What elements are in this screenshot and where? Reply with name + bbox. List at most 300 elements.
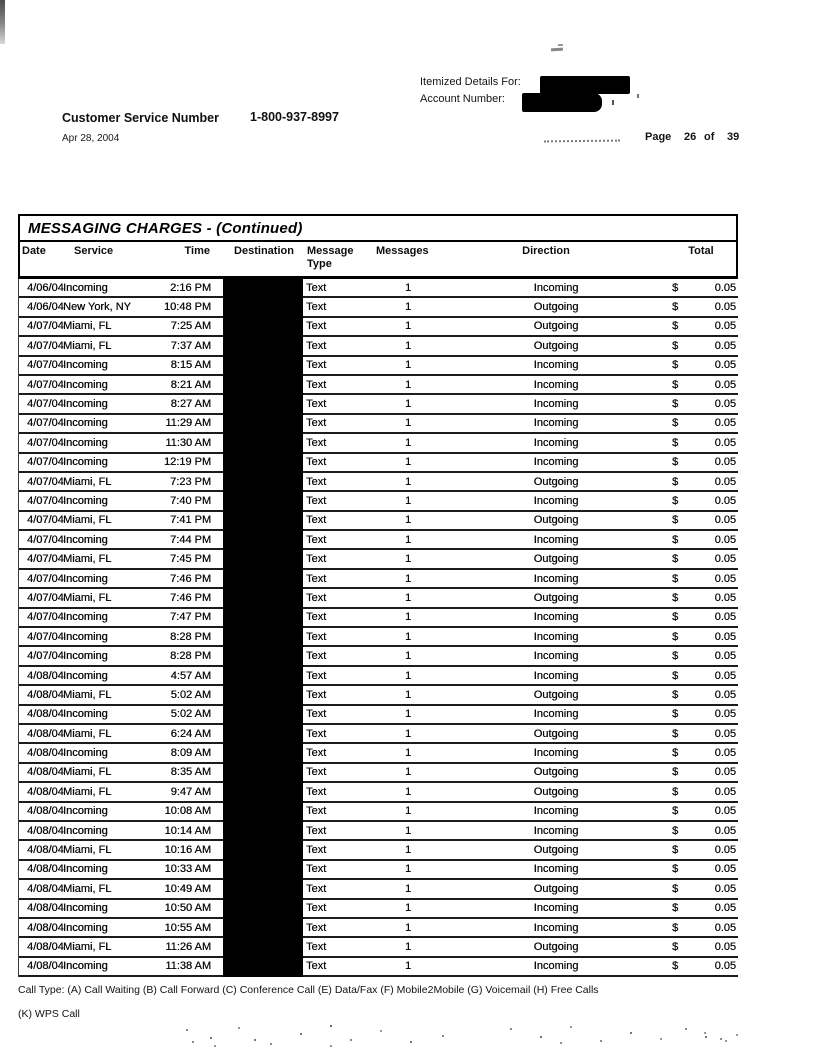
table-row: [19, 589, 738, 608]
table-row: [19, 376, 738, 395]
col-header-time: Time: [184, 245, 210, 257]
cell-date: 4/07/04: [27, 553, 64, 566]
table-row: [19, 298, 738, 317]
cell-date: 4/08/04: [27, 863, 64, 876]
table-row: [19, 279, 738, 298]
cell-direction: Incoming: [533, 669, 579, 682]
cell-message-type: Text: [306, 553, 327, 566]
cell-currency: $: [671, 669, 679, 682]
cell-service: Incoming: [63, 708, 108, 721]
cell-message-type: Text: [306, 863, 327, 876]
table-row: [19, 454, 738, 473]
cell-service: Miami, FL: [63, 688, 112, 701]
cell-time: 10:48 PM: [163, 301, 211, 314]
cell-message-type: Text: [306, 747, 327, 760]
cell-total: 0.05: [714, 766, 736, 779]
cell-messages: 1: [405, 611, 412, 624]
cell-service: Miami, FL: [63, 553, 112, 566]
cell-total: 0.05: [714, 708, 736, 721]
cell-time: 10:50 AM: [164, 902, 211, 915]
cell-message-type: Text: [306, 398, 327, 411]
cell-date: 4/07/04: [27, 650, 64, 663]
cell-service: Incoming: [63, 281, 108, 294]
cell-messages: 1: [405, 417, 412, 430]
scan-noise: [500, 1022, 502, 1024]
page-label: Page: [645, 131, 672, 143]
cell-messages: 1: [405, 747, 412, 760]
cell-date: 4/08/04: [27, 805, 64, 818]
cell-message-type: Text: [306, 902, 327, 915]
cell-date: 4/08/04: [27, 824, 64, 837]
cell-service: Incoming: [63, 824, 108, 837]
cell-currency: $: [671, 494, 679, 507]
cell-messages: 1: [405, 630, 412, 643]
table-row: [19, 512, 738, 531]
cell-currency: $: [671, 301, 679, 314]
cell-direction: Incoming: [533, 281, 579, 294]
cell-messages: 1: [405, 281, 412, 294]
cell-total: 0.05: [714, 902, 736, 915]
table-row: [19, 357, 738, 376]
cell-time: 9:47 AM: [170, 785, 211, 798]
cell-service: Incoming: [63, 669, 108, 682]
cell-message-type: Text: [306, 669, 327, 682]
cell-date: 4/08/04: [27, 960, 64, 973]
table-row: [19, 434, 738, 453]
cell-date: 4/07/04: [27, 320, 64, 333]
col-header-message-type: Message Type: [307, 245, 354, 270]
cell-time: 8:15 AM: [170, 359, 211, 372]
cell-messages: 1: [405, 902, 412, 915]
cell-messages: 1: [405, 591, 412, 604]
col-header-messages: Messages: [376, 245, 429, 257]
cell-messages: 1: [405, 320, 412, 333]
cell-direction: Incoming: [533, 863, 579, 876]
cell-messages: 1: [405, 553, 412, 566]
table-row: [19, 318, 738, 337]
cell-direction: Outgoing: [533, 882, 579, 895]
cell-direction: Incoming: [533, 611, 579, 624]
cell-messages: 1: [405, 398, 412, 411]
cell-date: 4/08/04: [27, 766, 64, 779]
cell-date: 4/08/04: [27, 921, 64, 934]
cell-messages: 1: [405, 766, 412, 779]
cell-currency: $: [671, 902, 679, 915]
cell-direction: Incoming: [533, 747, 579, 760]
cell-date: 4/06/04: [27, 301, 64, 314]
page-total: 39: [727, 131, 740, 143]
table-row: [19, 570, 738, 589]
cell-direction: Incoming: [533, 650, 579, 663]
table-row: [19, 337, 738, 356]
itemized-details-label: Itemized Details For:: [420, 76, 521, 88]
cell-service: Incoming: [63, 417, 108, 430]
cell-date: 4/08/04: [27, 727, 64, 740]
cell-currency: $: [671, 727, 679, 740]
cell-total: 0.05: [714, 281, 736, 294]
cell-currency: $: [671, 882, 679, 895]
cell-time: 8:28 PM: [170, 650, 211, 663]
cell-currency: $: [671, 591, 679, 604]
cell-currency: $: [671, 417, 679, 430]
cell-time: 2:16 PM: [170, 281, 211, 294]
table-row: [19, 492, 738, 511]
cell-date: 4/08/04: [27, 902, 64, 915]
cell-total: 0.05: [714, 785, 736, 798]
cell-message-type: Text: [306, 417, 327, 430]
cell-currency: $: [671, 398, 679, 411]
cell-message-type: Text: [306, 940, 327, 953]
table-row: [19, 841, 738, 860]
table-row: [19, 725, 738, 744]
cell-message-type: Text: [306, 572, 327, 585]
cell-date: 4/08/04: [27, 882, 64, 895]
cell-total: 0.05: [714, 727, 736, 740]
cell-direction: Outgoing: [533, 514, 579, 527]
cell-total: 0.05: [714, 805, 736, 818]
cell-direction: Outgoing: [533, 553, 579, 566]
cell-message-type: Text: [306, 359, 327, 372]
table-row: [19, 609, 738, 628]
cell-time: 12:19 PM: [163, 456, 211, 469]
cell-direction: Incoming: [533, 824, 579, 837]
cell-currency: $: [671, 339, 679, 352]
cell-message-type: Text: [306, 533, 327, 546]
cell-message-type: Text: [306, 456, 327, 469]
cell-currency: $: [671, 688, 679, 701]
table-row: [19, 686, 738, 705]
cell-time: 8:27 AM: [170, 398, 211, 411]
cell-service: Miami, FL: [63, 591, 112, 604]
cell-currency: $: [671, 766, 679, 779]
cell-total: 0.05: [714, 436, 736, 449]
cell-service: Incoming: [63, 863, 108, 876]
cell-service: Miami, FL: [63, 882, 112, 895]
cell-time: 10:08 AM: [164, 805, 211, 818]
cell-time: 7:44 PM: [170, 533, 211, 546]
cell-direction: Outgoing: [533, 844, 579, 857]
cell-date: 4/07/04: [27, 398, 64, 411]
cell-time: 7:46 PM: [170, 572, 211, 585]
cell-total: 0.05: [714, 475, 736, 488]
cell-direction: Incoming: [533, 378, 579, 391]
cell-messages: 1: [405, 940, 412, 953]
cell-total: 0.05: [714, 960, 736, 973]
cell-direction: Incoming: [533, 902, 579, 915]
cell-total: 0.05: [714, 591, 736, 604]
table-row: [19, 647, 738, 666]
cell-direction: Outgoing: [533, 475, 579, 488]
cell-direction: Incoming: [533, 436, 579, 449]
cell-service: Miami, FL: [63, 727, 112, 740]
cell-service: Incoming: [63, 902, 108, 915]
page-number: 26: [684, 131, 697, 143]
cell-message-type: Text: [306, 727, 327, 740]
cell-time: 5:02 AM: [170, 708, 211, 721]
cell-direction: Outgoing: [533, 339, 579, 352]
cell-message-type: Text: [306, 766, 327, 779]
scan-artifact: [612, 100, 614, 105]
cell-direction: Incoming: [533, 417, 579, 430]
cell-message-type: Text: [306, 320, 327, 333]
cell-service: Incoming: [63, 921, 108, 934]
cell-currency: $: [671, 960, 679, 973]
cell-currency: $: [671, 514, 679, 527]
cell-currency: $: [671, 553, 679, 566]
cell-time: 7:37 AM: [170, 339, 211, 352]
cell-service: Incoming: [63, 456, 108, 469]
cell-time: 5:02 AM: [170, 688, 211, 701]
cell-total: 0.05: [714, 553, 736, 566]
cell-total: 0.05: [714, 844, 736, 857]
account-number-label: Account Number:: [420, 93, 505, 105]
cell-service: Miami, FL: [63, 766, 112, 779]
cell-messages: 1: [405, 727, 412, 740]
cell-direction: Incoming: [533, 456, 579, 469]
cell-message-type: Text: [306, 630, 327, 643]
cell-time: 10:14 AM: [164, 824, 211, 837]
cell-total: 0.05: [714, 572, 736, 585]
table-row: [19, 628, 738, 647]
cell-service: Incoming: [63, 378, 108, 391]
cell-messages: 1: [405, 378, 412, 391]
cell-currency: $: [671, 281, 679, 294]
redaction-column-destination: [223, 279, 303, 977]
col-header-direction: Direction: [522, 245, 570, 257]
cell-time: 7:47 PM: [170, 611, 211, 624]
scan-artifact: [0, 0, 5, 44]
redaction-bar-name: [540, 76, 630, 94]
col-header-destination: Destination: [234, 245, 294, 257]
customer-service-label: Customer Service Number: [62, 111, 220, 125]
cell-service: Incoming: [63, 805, 108, 818]
cell-direction: Outgoing: [533, 766, 579, 779]
itemized-details-block: [420, 74, 521, 108]
table-row: [19, 803, 738, 822]
statement-date: Apr 28, 2004: [62, 133, 120, 144]
cell-total: 0.05: [714, 514, 736, 527]
cell-total: 0.05: [714, 940, 736, 953]
cell-messages: 1: [405, 882, 412, 895]
cell-direction: Incoming: [533, 572, 579, 585]
cell-date: 4/07/04: [27, 436, 64, 449]
cell-date: 4/07/04: [27, 591, 64, 604]
table-row: [19, 919, 738, 938]
cell-messages: 1: [405, 533, 412, 546]
cell-date: 4/08/04: [27, 844, 64, 857]
cell-total: 0.05: [714, 359, 736, 372]
cell-date: 4/08/04: [27, 747, 64, 760]
cell-time: 11:26 AM: [165, 940, 211, 953]
cell-currency: $: [671, 611, 679, 624]
cell-messages: 1: [405, 688, 412, 701]
cell-total: 0.05: [714, 417, 736, 430]
cell-total: 0.05: [714, 747, 736, 760]
cell-service: Incoming: [63, 398, 108, 411]
table-row: [19, 822, 738, 841]
cell-message-type: Text: [306, 960, 327, 973]
scan-artifact: [637, 94, 639, 98]
cell-date: 4/07/04: [27, 611, 64, 624]
cell-message-type: Text: [306, 805, 327, 818]
cell-messages: 1: [405, 824, 412, 837]
cell-total: 0.05: [714, 339, 736, 352]
table-row: [19, 667, 738, 686]
cell-direction: Outgoing: [533, 320, 579, 333]
cell-messages: 1: [405, 514, 412, 527]
cell-message-type: Text: [306, 650, 327, 663]
table-row: [19, 861, 738, 880]
table-head: [18, 214, 738, 279]
cell-direction: Outgoing: [533, 785, 579, 798]
cell-messages: 1: [405, 805, 412, 818]
cell-time: 8:21 AM: [170, 378, 211, 391]
table-row: [19, 880, 738, 899]
table-row: [19, 764, 738, 783]
cell-total: 0.05: [714, 688, 736, 701]
cell-time: 10:49 AM: [164, 882, 211, 895]
cell-total: 0.05: [714, 320, 736, 333]
cell-service: Incoming: [63, 359, 108, 372]
cell-currency: $: [671, 708, 679, 721]
cell-messages: 1: [405, 650, 412, 663]
cell-direction: Outgoing: [533, 301, 579, 314]
cell-messages: 1: [405, 863, 412, 876]
cell-direction: Incoming: [533, 960, 579, 973]
cell-currency: $: [671, 436, 679, 449]
cell-time: 11:29 AM: [165, 417, 211, 430]
table-row: [19, 550, 738, 569]
cell-service: Incoming: [63, 572, 108, 585]
cell-service: Miami, FL: [63, 514, 112, 527]
cell-time: 7:23 PM: [170, 475, 211, 488]
cell-messages: 1: [405, 960, 412, 973]
cell-currency: $: [671, 805, 679, 818]
cell-total: 0.05: [714, 494, 736, 507]
cell-service: Miami, FL: [63, 475, 112, 488]
cell-messages: 1: [405, 436, 412, 449]
scan-noise: [180, 1025, 182, 1027]
cell-direction: Outgoing: [533, 591, 579, 604]
cell-currency: $: [671, 921, 679, 934]
table-body: [18, 279, 738, 977]
cell-messages: 1: [405, 456, 412, 469]
table-row: [19, 938, 738, 957]
cell-message-type: Text: [306, 475, 327, 488]
cell-time: 8:35 AM: [170, 766, 211, 779]
cell-message-type: Text: [306, 339, 327, 352]
cell-currency: $: [671, 863, 679, 876]
cell-messages: 1: [405, 708, 412, 721]
cell-time: 11:38 AM: [165, 960, 211, 973]
cell-currency: $: [671, 533, 679, 546]
call-type-legend: Call Type: (A) Call Waiting (B) Call Forward (C) Conference Call (E) Data/Fax (F) Mobile2Mobile (G) Voicemail (H) Free Calls: [18, 984, 599, 996]
cell-message-type: Text: [306, 708, 327, 721]
cell-date: 4/07/04: [27, 514, 64, 527]
cell-direction: Incoming: [533, 921, 579, 934]
cell-message-type: Text: [306, 611, 327, 624]
cell-time: 7:40 PM: [170, 494, 211, 507]
cell-date: 4/08/04: [27, 940, 64, 953]
cell-time: 11:30 AM: [165, 436, 211, 449]
cell-date: 4/08/04: [27, 785, 64, 798]
page-of-label: of: [704, 131, 715, 143]
cell-direction: Incoming: [533, 494, 579, 507]
cell-time: 4:57 AM: [170, 669, 211, 682]
cell-time: 7:46 PM: [170, 591, 211, 604]
cell-currency: $: [671, 572, 679, 585]
cell-date: 4/07/04: [27, 630, 64, 643]
cell-service: Miami, FL: [63, 339, 112, 352]
cell-total: 0.05: [714, 533, 736, 546]
cell-date: 4/07/04: [27, 533, 64, 546]
cell-date: 4/07/04: [27, 339, 64, 352]
cell-message-type: Text: [306, 301, 327, 314]
cell-time: 7:45 PM: [170, 553, 211, 566]
cell-direction: Incoming: [533, 398, 579, 411]
cell-time: 10:16 AM: [164, 844, 211, 857]
cell-currency: $: [671, 320, 679, 333]
cell-date: 4/07/04: [27, 359, 64, 372]
cell-currency: $: [671, 844, 679, 857]
cell-messages: 1: [405, 475, 412, 488]
cell-message-type: Text: [306, 882, 327, 895]
cell-message-type: Text: [306, 494, 327, 507]
table-row: [19, 958, 738, 977]
cell-message-type: Text: [306, 921, 327, 934]
scan-artifact: [558, 44, 563, 46]
cell-total: 0.05: [714, 378, 736, 391]
cell-direction: Incoming: [533, 533, 579, 546]
cell-currency: $: [671, 824, 679, 837]
cell-currency: $: [671, 785, 679, 798]
cell-total: 0.05: [714, 456, 736, 469]
cell-service: Incoming: [63, 630, 108, 643]
cell-date: 4/07/04: [27, 417, 64, 430]
cell-date: 4/08/04: [27, 669, 64, 682]
cell-currency: $: [671, 650, 679, 663]
redaction-bar-account: [522, 93, 602, 112]
scan-noise: [700, 1030, 702, 1032]
cell-message-type: Text: [306, 688, 327, 701]
cell-currency: $: [671, 456, 679, 469]
table-row: [19, 783, 738, 802]
cell-service: Incoming: [63, 494, 108, 507]
cell-service: Miami, FL: [63, 320, 112, 333]
cell-currency: $: [671, 359, 679, 372]
cell-time: 10:33 AM: [164, 863, 211, 876]
cell-date: 4/08/04: [27, 688, 64, 701]
wps-call-note: (K) WPS Call: [18, 1008, 80, 1020]
cell-service: Miami, FL: [63, 844, 112, 857]
cell-currency: $: [671, 475, 679, 488]
cell-currency: $: [671, 378, 679, 391]
cell-direction: Incoming: [533, 805, 579, 818]
table-title: MESSAGING CHARGES - (Continued): [20, 216, 736, 242]
cell-date: 4/07/04: [27, 572, 64, 585]
cell-total: 0.05: [714, 611, 736, 624]
cell-messages: 1: [405, 572, 412, 585]
cell-total: 0.05: [714, 669, 736, 682]
cell-messages: 1: [405, 921, 412, 934]
cell-date: 4/07/04: [27, 494, 64, 507]
cell-direction: Outgoing: [533, 688, 579, 701]
cell-total: 0.05: [714, 630, 736, 643]
cell-service: Miami, FL: [63, 785, 112, 798]
cell-time: 7:25 AM: [170, 320, 211, 333]
cell-messages: 1: [405, 359, 412, 372]
cell-time: 8:09 AM: [170, 747, 211, 760]
